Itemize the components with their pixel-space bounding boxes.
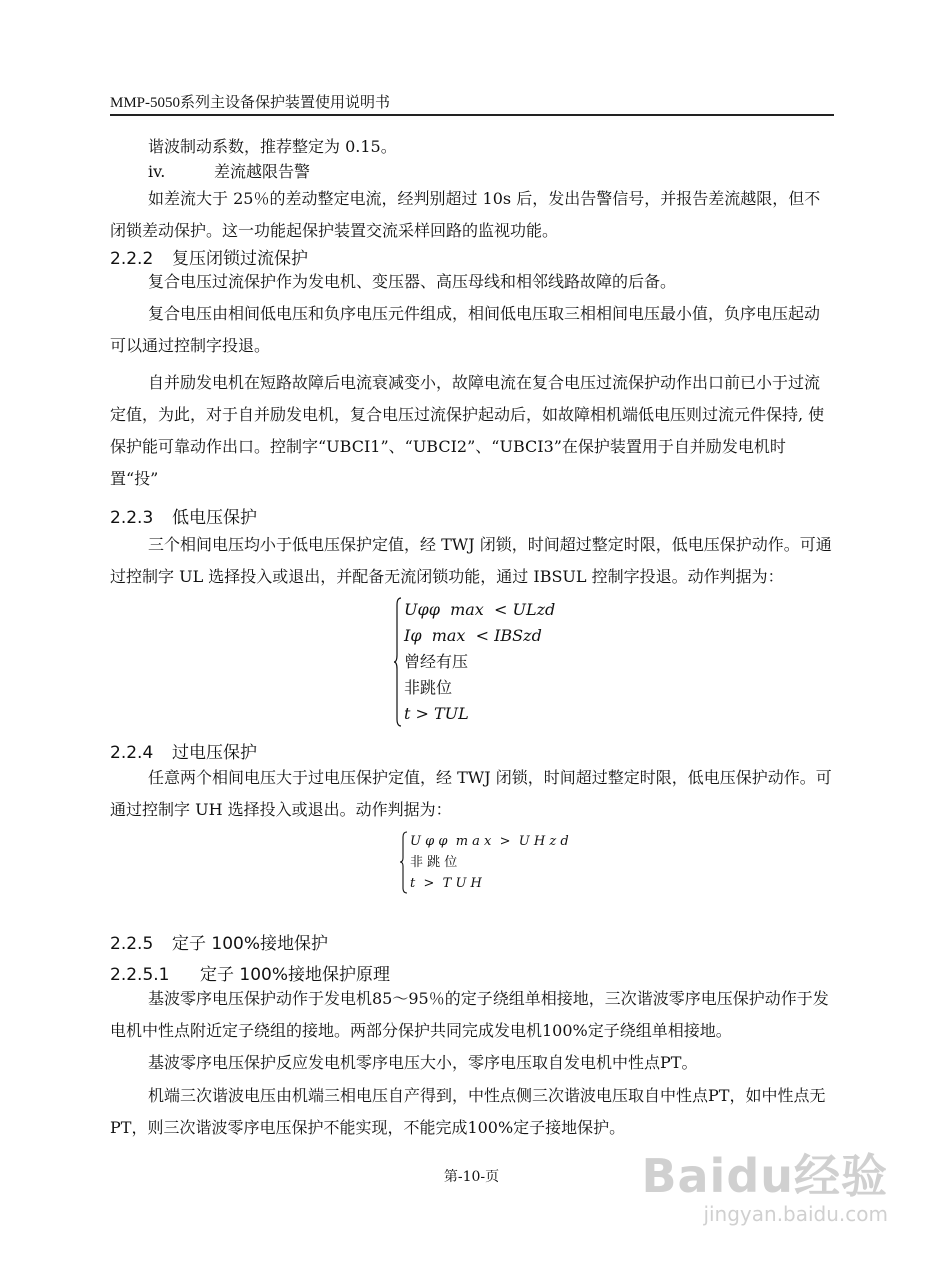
section-2-2-5-1-heading: [110, 960, 390, 985]
equation-line: U φ φ m a x > U H z d: [410, 834, 569, 849]
paragraph-harmonic: 谐波制动系数，推荐整定为 0.15。: [148, 137, 397, 156]
section-2-2-5-heading: [110, 929, 328, 954]
paragraph-overvoltage: 任意两个相间电压大于过电压保护定值，经 TWJ 闭锁，时间超过整定时限，低电压保护动作。可通过控制字 UH 选择投入或退出。动作判据为：: [110, 768, 832, 819]
section-number: 2.2.3: [110, 508, 154, 528]
watermark-brand: Baidu经验: [641, 1149, 888, 1203]
equation-line: Iφ max < IBSzd: [404, 626, 542, 645]
paragraph-fundamental-zero-seq: 基波零序电压保护动作于发电机85～95％的定子绕组单相接地，三次谐波零序电压保护动作于发电机中性点附近定子绕组的接地。两部分保护共同完成发电机100%定子绕组单相接地。: [110, 989, 829, 1040]
left-brace: [394, 597, 402, 727]
equation-line: t > T U H: [410, 876, 482, 891]
list-text: 差流越限告警: [214, 162, 311, 181]
equation-undervoltage: [394, 597, 555, 727]
equation-line: 非跳位: [404, 678, 453, 697]
baidu-watermark: [641, 1140, 888, 1226]
equation-line: Uφφ max < ULzd: [404, 600, 556, 619]
section-title: 低电压保护: [172, 508, 257, 528]
section-2-2-3-heading: [110, 503, 257, 528]
section-number: 2.2.5: [110, 934, 154, 954]
paragraph-self-excited: 自并励发电机在短路故障后电流衰减变小，故障电流在复合电压过流保护动作出口前已小于过流定值，为此，对于自并励发电机，复合电压过流保护起动后，如故障相机端低电压则过流元件保持, 使保护能可靠动作出口。控制字“UBCI1”、“UBCI2”、“UBCI3”在保护装置用于自并励发电机时置“投”: [110, 373, 825, 488]
paragraph-backup: 复合电压过流保护作为发电机、变压器、高压母线和相邻线路故障的后备。: [148, 272, 677, 291]
left-brace: [400, 831, 408, 894]
document-header: MMP-5050系列主设备保护装置使用说明书: [110, 95, 391, 111]
section-number: 2.2.2: [110, 249, 154, 269]
paragraph-diff-alarm: 如差流大于 25％的差动整定电流，经判别超过 10s 后，发出告警信号，并报告差流越限，但不闭锁差动保护。这一功能起保护装置交流采样回路的监视功能。: [110, 189, 821, 240]
section-title: 复压闭锁过流保护: [172, 249, 308, 269]
list-number: iv.: [148, 162, 166, 181]
section-title: 过电压保护: [172, 743, 257, 763]
header-rule: [110, 114, 834, 116]
section-number: 2.2.5.1: [110, 965, 170, 985]
section-title: 定子 100%接地保护原理: [200, 965, 391, 985]
section-number: 2.2.4: [110, 743, 154, 763]
section-title: 定子 100%接地保护: [172, 934, 329, 954]
equation-line: 曾经有压: [404, 652, 469, 671]
page-number: 第-10-页: [443, 1169, 500, 1185]
equation-line: 非 跳 位: [410, 855, 458, 870]
equation-line: t > TUL: [404, 704, 469, 723]
paragraph-composite-voltage: 复合电压由相间低电压和负序电压元件组成，相间低电压取三相相间电压最小值，负序电压起动可以通过控制字投退。: [110, 304, 821, 355]
paragraph-third-harmonic: 机端三次谐波电压由机端三相电压自产得到，中性点侧三次谐波电压取自中性点PT，如中性点无PT，则三次谐波零序电压保护不能实现，不能完成100%定子接地保护。: [110, 1086, 826, 1137]
section-2-2-4-heading: [110, 738, 257, 763]
equation-overvoltage: [400, 831, 569, 894]
paragraph-undervoltage: 三个相间电压均小于低电压保护定值，经 TWJ 闭锁，时间超过整定时限，低电压保护动作。可通过控制字 UL 选择投入或退出，并配备无流闭锁功能，通过 IBSUL 控制字投退。动作判据为：: [110, 535, 832, 586]
watermark-url: jingyan.baidu.com: [703, 1202, 888, 1226]
paragraph-zero-seq-source: 基波零序电压保护反应发电机零序电压大小，零序电压取自发电机中性点PT。: [148, 1053, 698, 1072]
